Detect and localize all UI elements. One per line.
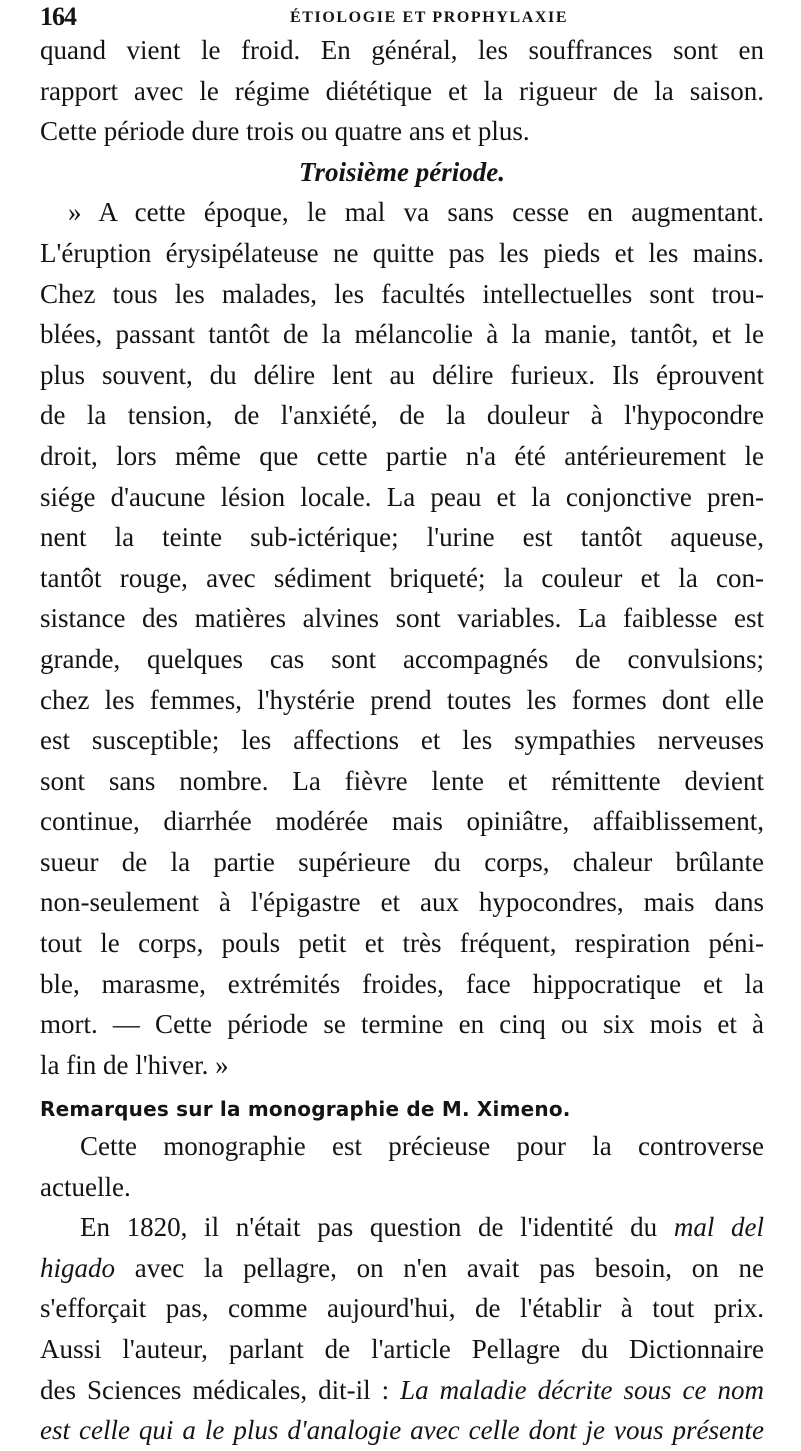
text-line — [40, 1370, 764, 1411]
text-line: quand vient le froid. En général, les souffrances sont en — [40, 35, 764, 65]
paragraph-1820 — [40, 1207, 764, 1451]
paragraph-monograph — [40, 1126, 764, 1207]
text-line: » A cette époque, le mal va sans cesse en augmentant. — [68, 197, 764, 228]
text-line: droit, lors même que cette partie n'a été antérieurement le — [40, 440, 764, 471]
remarks-heading: Remarques sur la monographie de M. Ximeno. — [40, 1097, 571, 1122]
running-title: ÉTIOLOGIE ET PROPHYLAXIE — [290, 9, 569, 26]
text-line: sont sans nombre. La fièvre lente et rémittente devient — [40, 765, 764, 796]
text-line: chez les femmes, l'hystérie prend toutes les formes dont elle — [40, 684, 764, 715]
text-line: de la tension, de l'anxiété, de la douleur à l'hypocondre — [40, 400, 764, 431]
text-line: Aussi l'auteur, parlant de l'article Pellagre du Dictionnaire — [40, 1334, 764, 1364]
text-line — [40, 1248, 764, 1289]
text-line — [40, 1410, 764, 1451]
text-line: s'efforçait pas, comme aujourd'hui, de l'établir à tout prix. — [40, 1293, 764, 1324]
running-head — [40, 0, 764, 34]
italic-quote: La maladie décrite sous ce nom — [400, 1374, 764, 1405]
text-line: nent la teinte sub-ictérique; l'urine est tantôt aqueuse, — [40, 522, 764, 553]
body-text — [40, 30, 764, 1451]
text-line: sueur de la partie supérieure du corps, chaleur brûlante — [40, 846, 764, 877]
text-line: blées, passant tantôt de la mélancolie à la manie, tantôt, et le — [40, 319, 764, 350]
text-line — [40, 1207, 764, 1248]
section-heading: Troisième période. — [299, 156, 505, 187]
italic-term: higado — [40, 1252, 116, 1283]
text-line: Chez tous les malades, les facultés intellectuelles sont trou- — [40, 278, 764, 309]
text-line: est susceptible; les affections et les sympathies nerveuses — [40, 725, 764, 756]
text-line: sistance des matières alvines sont variables. La faiblesse est — [40, 603, 764, 634]
text-line: la fin de l'hiver. » — [40, 1049, 229, 1080]
page-number: 164 — [40, 2, 76, 31]
text-line: Cette période dure trois ou quatre ans et plus. — [40, 116, 530, 147]
text-line: actuelle. — [40, 1171, 131, 1202]
text-line: rapport avec le régime diététique et la rigueur de la saison. — [40, 75, 764, 106]
italic-term: mal del — [673, 1212, 764, 1243]
text-line: L'éruption érysipélateuse ne quitte pas les pieds et les mains. — [40, 237, 764, 268]
text-line: tantôt rouge, avec sédiment briqueté; la couleur et la con- — [40, 562, 764, 593]
italic-quote: est celle qui a le plus d'analogie avec celle dont je vous présente — [40, 1415, 764, 1446]
text-line: ble, marasme, extrémités froides, face hippocratique et la — [40, 968, 764, 999]
text-run: En 1820, il n'était pas question de l'identité du — [80, 1212, 674, 1243]
text-line: mort. — Cette période se termine en cinq ou six mois et à — [40, 1009, 764, 1040]
text-line: non-seulement à l'épigastre et aux hypocondres, mais dans — [40, 887, 764, 918]
text-run: des Sciences médicales, dit-il : — [40, 1374, 401, 1405]
text-line: tout le corps, pouls petit et très fréquent, respiration péni- — [40, 928, 764, 959]
paragraph-third-period — [40, 192, 764, 1085]
text-line: siége d'aucune lésion locale. La peau et la conjonctive pren- — [40, 481, 764, 512]
text-line: continue, diarrhée modérée mais opiniâtre, affaiblissement, — [40, 806, 764, 837]
text-line: grande, quelques cas sont accompagnés de convulsions; — [40, 643, 764, 674]
paragraph-continuation — [40, 30, 764, 152]
text-line: Cette monographie est précieuse pour la controverse — [80, 1131, 764, 1162]
text-run: avec la pellagre, on n'en avait pas besoin, on ne — [115, 1252, 764, 1283]
text-line: plus souvent, du délire lent au délire furieux. Ils éprouvent — [40, 359, 764, 390]
